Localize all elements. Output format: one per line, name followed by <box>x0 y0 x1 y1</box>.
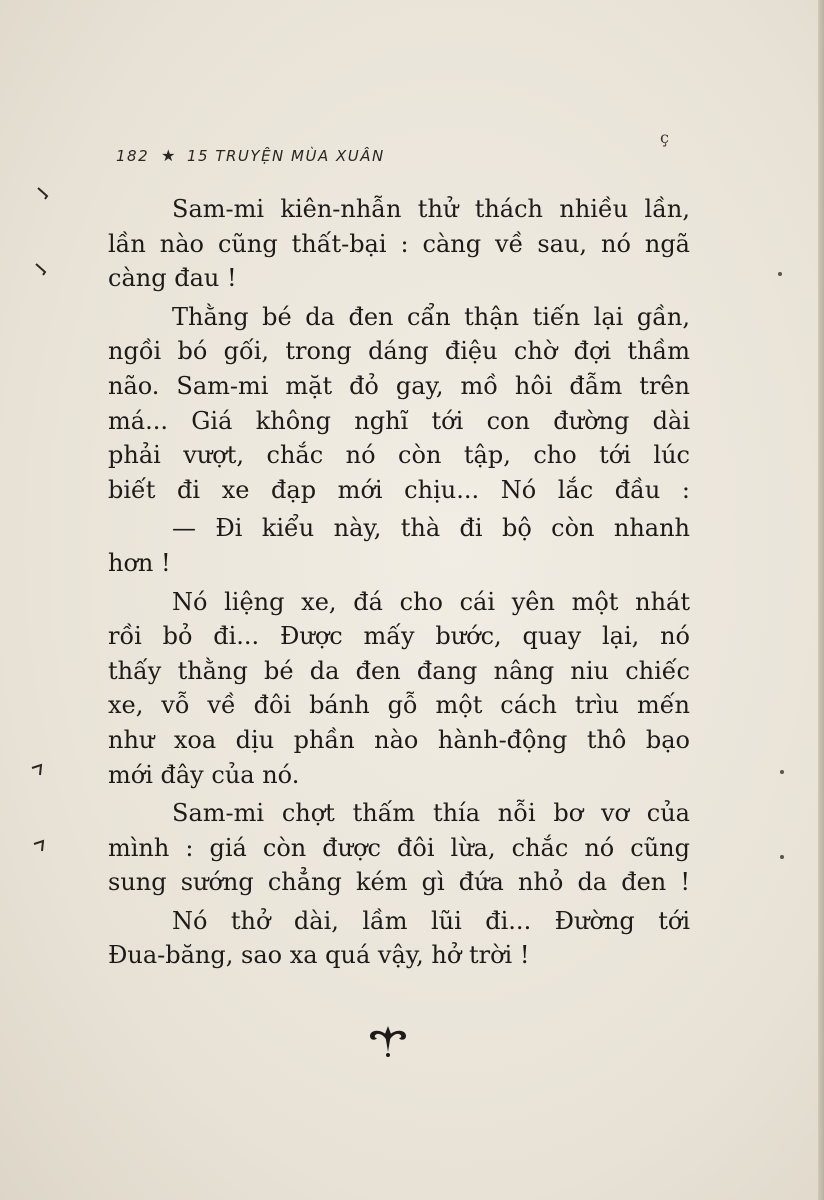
text-line: Nó thở dài, lầm lũi đi... Đường tới <box>172 906 690 935</box>
binding-hole-mark <box>30 762 44 776</box>
text-line: não. Sam-mi mặt đỏ gay, mồ hôi đẫm trên <box>108 371 690 400</box>
book-title: 15 TRUYỆN MÙA XUÂN <box>186 147 385 165</box>
text-line: thấy thằng bé da đen đang nâng niu chiếc <box>108 656 690 685</box>
binding-hole-mark <box>34 262 48 276</box>
paragraph-6 <box>108 904 690 973</box>
fleuron-ornament-icon <box>366 1022 410 1058</box>
text-line: — Đi kiểu này, thà đi bộ còn nhanh <box>172 514 690 543</box>
page-edge <box>818 0 824 1200</box>
corner-mark: ç <box>660 128 669 147</box>
text-line: mình : giá còn được đôi lừa, chắc nó cũng <box>108 833 690 862</box>
text-line: Đua-băng, sao xa quá vậy, hở trời ! <box>108 941 530 970</box>
text-line: má... Giá không nghĩ tới con đường dài <box>108 406 690 435</box>
text-line: phải vượt, chắc nó còn tập, cho tới lúc <box>108 441 690 470</box>
text-line: Sam-mi chợt thấm thía nỗi bơ vơ của <box>172 799 690 828</box>
text-line: biết đi xe đạp mới chịu... Nó lắc đầu : <box>108 475 690 504</box>
text-line: ngồi bó gối, trong dáng điệu chờ đợi thầm <box>108 337 690 366</box>
paragraph-1 <box>108 192 690 296</box>
paragraph-4 <box>108 585 690 793</box>
paragraph-2 <box>108 300 690 508</box>
text-line: như xoa dịu phần nào hành-động thô bạo <box>108 725 690 754</box>
star-icon: ★ <box>161 146 177 165</box>
text-line: Sam-mi kiên-nhẫn thử thách nhiều lần, <box>172 195 690 223</box>
text-line: lần nào cũng thất-bại : càng về sau, nó ngã <box>108 229 690 258</box>
margin-dot <box>780 770 784 774</box>
text-line: rồi bỏ đi... Được mấy bước, quay lại, nó <box>108 622 690 651</box>
margin-dot <box>780 855 784 859</box>
text-line: Nó liệng xe, đá cho cái yên một nhát <box>172 587 690 616</box>
text-line: hơn ! <box>108 548 171 577</box>
text-line: Thằng bé da đen cẩn thận tiến lại gần, <box>172 302 690 331</box>
running-header <box>116 146 385 165</box>
margin-dot <box>778 272 782 276</box>
text-line: càng đau ! <box>108 264 237 293</box>
text-line: xe, vỗ về đôi bánh gỗ một cách trìu mến <box>108 691 690 720</box>
body-text <box>108 192 690 977</box>
paragraph-3 <box>108 511 690 580</box>
binding-hole-mark <box>32 838 46 852</box>
binding-hole-mark <box>36 186 50 200</box>
paragraph-5 <box>108 796 690 900</box>
page-number: 182 <box>116 147 150 165</box>
text-line: mới đây của nó. <box>108 760 300 789</box>
text-line: sung sướng chẳng kém gì đứa nhỏ da đen ! <box>108 868 690 897</box>
